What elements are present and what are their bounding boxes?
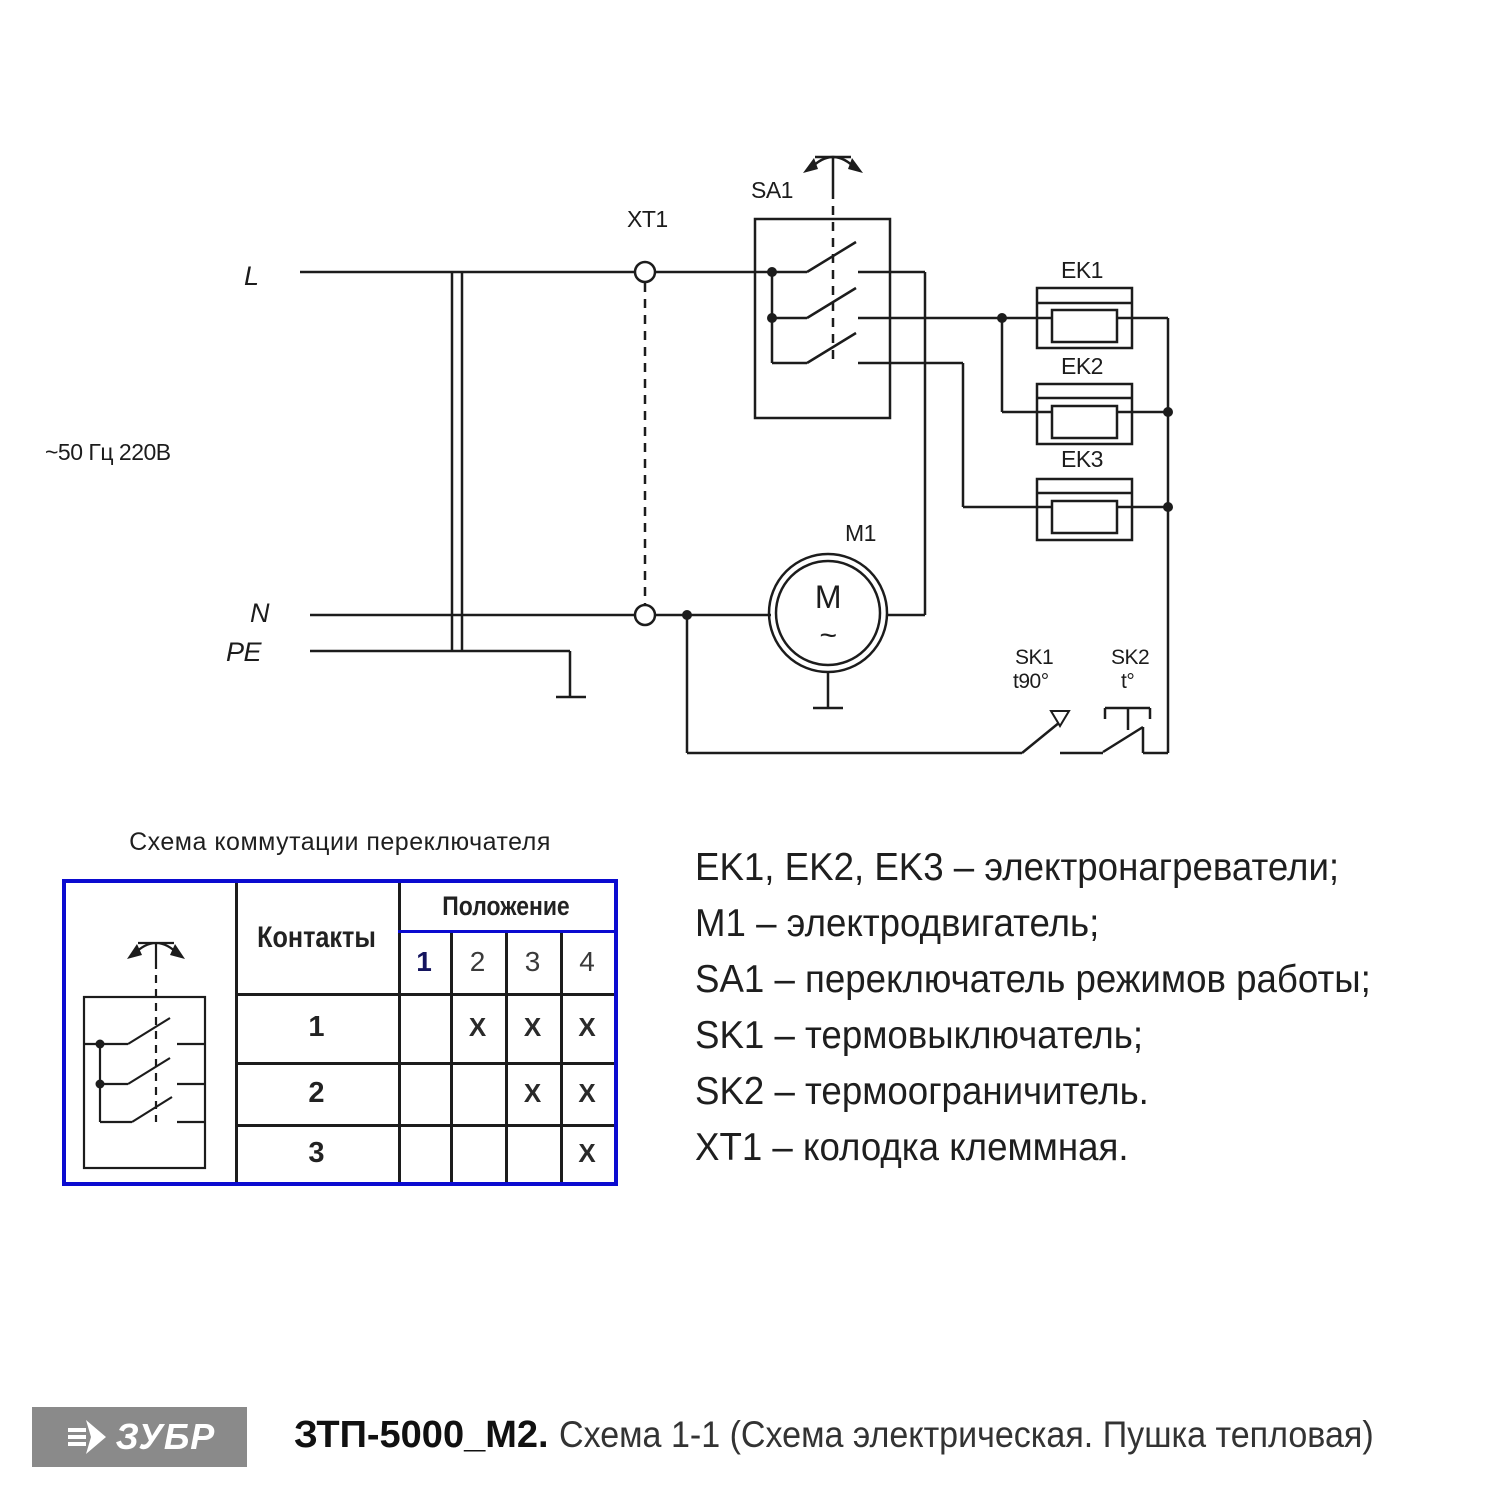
position-header: Положение — [442, 891, 570, 921]
ek1-heater-element — [1052, 310, 1117, 342]
m1-label: M1 — [845, 520, 876, 546]
junction-dot — [96, 1080, 105, 1089]
contact-row-label: 2 — [308, 1076, 325, 1109]
line-pe-label: PE — [226, 637, 262, 667]
position-4: 4 — [579, 945, 595, 977]
position-2: 2 — [469, 945, 486, 977]
legend-item: SA1 – переключатель режимов работы; — [695, 958, 1371, 1001]
legend-item: XT1 – колодка клеммная. — [695, 1126, 1129, 1169]
brand-name: ЗУБР — [115, 1416, 216, 1457]
junction-dot — [682, 610, 692, 620]
position-1: 1 — [416, 945, 432, 977]
footer-caption — [294, 1414, 1444, 1457]
mark-cell — [398, 1062, 450, 1124]
arc-arrowhead-right — [848, 158, 863, 173]
sa1-label: SA1 — [751, 177, 793, 203]
switch-symbol-lines — [84, 943, 205, 1168]
model-number: ЗТП-5000_М2. — [294, 1414, 549, 1456]
switch-symbol — [66, 883, 235, 1182]
component-legend — [695, 840, 1414, 1176]
xt1-terminal-top — [635, 262, 655, 282]
contact-row-label: 3 — [308, 1136, 325, 1169]
mark-cell — [398, 1124, 450, 1182]
switch-symbol-dots — [96, 944, 186, 1089]
junction-dot — [96, 1040, 105, 1049]
mark-cell: X — [578, 1137, 596, 1168]
sk2-label: SK2 — [1111, 646, 1150, 669]
zubr-logo — [32, 1407, 247, 1467]
logo-arrow — [86, 1420, 106, 1454]
line-l-label: L — [244, 261, 259, 291]
legend-item: M1 – электродвигатель; — [695, 902, 1100, 945]
arc-arrowhead-right — [170, 944, 185, 959]
xt1-label: XT1 — [627, 206, 668, 232]
motor-letter: M — [814, 579, 842, 615]
ek2-heater-element — [1052, 406, 1117, 438]
switch-commutation-table — [62, 879, 618, 1186]
mark-cell: X — [578, 1077, 596, 1108]
mark-cell: X — [523, 1077, 542, 1108]
mark-cell — [398, 993, 450, 1062]
arc-arrowhead-left — [803, 158, 818, 173]
junction-dot — [1163, 502, 1173, 512]
mark-cell: X — [578, 1012, 596, 1042]
junction-dot — [1163, 407, 1173, 417]
mark-cell — [450, 1124, 505, 1182]
mark-cell — [450, 1062, 505, 1124]
sk2-temp-label: t° — [1121, 670, 1135, 693]
dashed-axis-lines — [645, 190, 833, 604]
sk1-temp-label: t90° — [1013, 670, 1049, 693]
zubr-logo-glyph — [68, 1420, 106, 1454]
ek3-heater-element — [1052, 501, 1117, 533]
legend-item: EK1, EK2, EK3 – электронагреватели; — [695, 846, 1340, 889]
mark-cell — [505, 1124, 560, 1182]
sk1-contact-triangle — [1051, 711, 1069, 726]
mark-cell: X — [523, 1012, 542, 1042]
junction-dot — [767, 267, 777, 277]
xt1-terminal-bottom — [635, 605, 655, 625]
zubr-logo-icon — [64, 1416, 110, 1458]
position-3: 3 — [524, 945, 541, 977]
contacts-header: Контакты — [257, 921, 376, 954]
legend-item: SK2 – термоограничитель. — [695, 1070, 1149, 1113]
mark-cell: X — [468, 1012, 487, 1042]
junction-dot — [767, 313, 777, 323]
line-n-label: N — [250, 598, 269, 628]
power-rating-label: ~50 Гц 220В — [45, 439, 171, 465]
ek3-label: EK3 — [1061, 446, 1103, 472]
ek1-label: EK1 — [1061, 257, 1103, 283]
contact-row-label: 1 — [308, 1011, 325, 1043]
ek2-label: EK2 — [1061, 353, 1103, 379]
sk1-label: SK1 — [1015, 646, 1054, 669]
legend-item: SK1 – термовыключатель; — [695, 1014, 1144, 1057]
junction-dot — [997, 313, 1007, 323]
arc-arrowhead-left — [127, 944, 142, 959]
logo-bars — [68, 1430, 86, 1444]
motor-ac-symbol: ~ — [819, 619, 837, 652]
commutation-table-title: Схема коммутации переключателя — [129, 828, 551, 856]
switch-symbol-wires — [84, 943, 205, 1122]
schema-subtitle: Схема 1-1 (Схема электрическая. Пушка тепловая) — [558, 1414, 1374, 1455]
